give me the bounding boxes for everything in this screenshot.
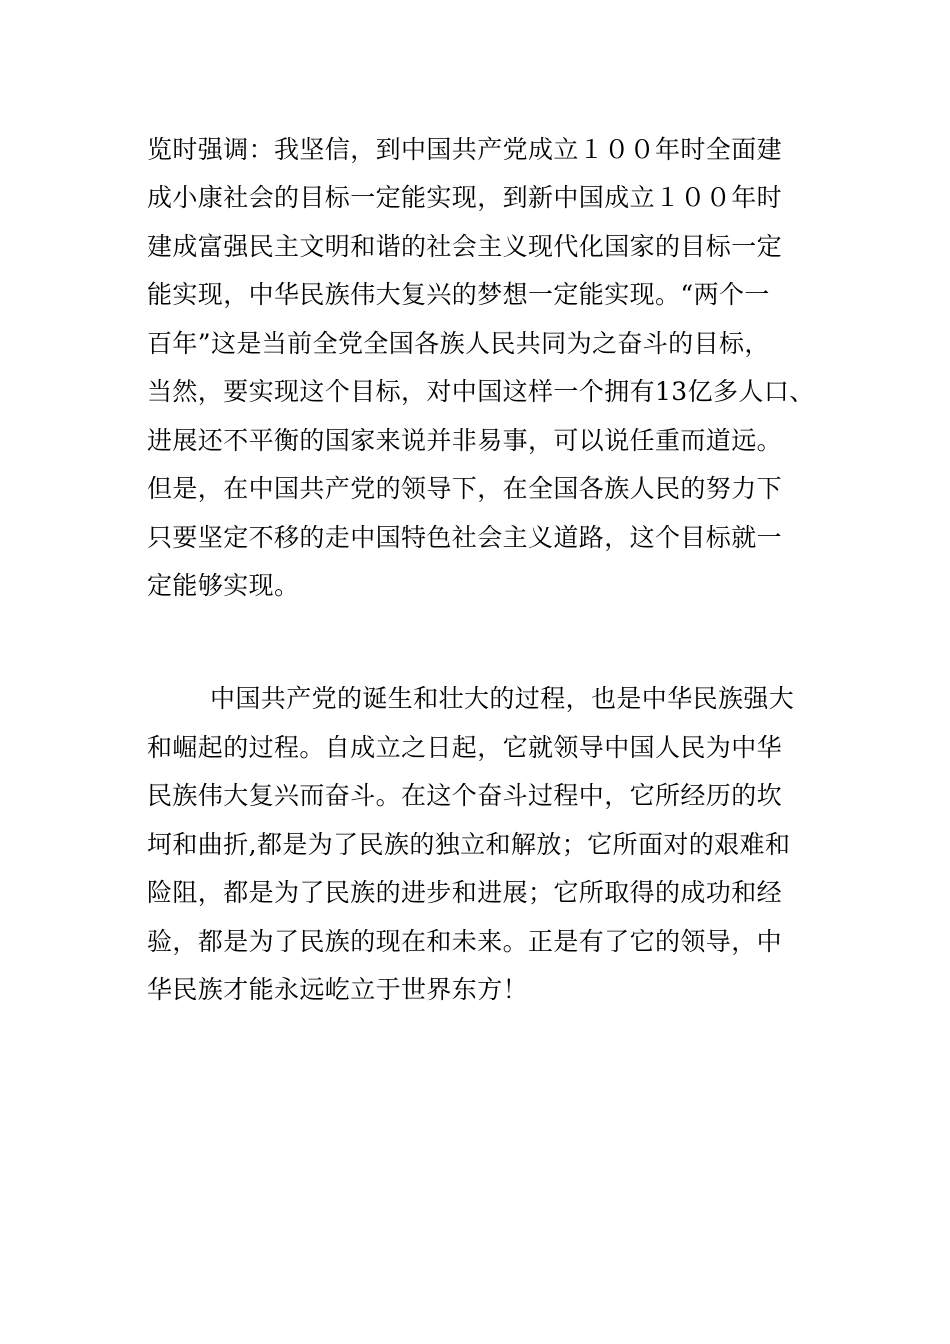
text-line: 和崛起的过程。自成立之日起，它就领导中国人民为中华 bbox=[147, 733, 783, 762]
text-line: 当然，要实现这个目标，对中国这样一个拥有13亿多人口、 bbox=[147, 377, 815, 406]
text-line: 百年”这是当前全党全国各族人民共同为之奋斗的目标， bbox=[147, 329, 770, 358]
text-line: 险阻，都是为了民族的进步和进展；它所取得的成功和经 bbox=[147, 878, 783, 907]
text-line: 能实现，中华民族伟大复兴的梦想一定能实现。“两个一 bbox=[147, 280, 770, 309]
text-line: 华民族才能永远屹立于世界东方！ bbox=[147, 975, 529, 1004]
text-line: 但是，在中国共产党的领导下，在全国各族人民的努力下 bbox=[147, 474, 783, 503]
text-line: 中国共产党的诞生和壮大的过程，也是中华民族强大 bbox=[210, 684, 795, 713]
text-line: 览时强调：我坚信，到中国共产党成立１００年时全面建 bbox=[147, 135, 783, 164]
text-line: 定能够实现。 bbox=[147, 571, 300, 600]
text-line: 成小康社会的目标一定能实现，到新中国成立１００年时 bbox=[147, 183, 783, 212]
text-line: 民族伟大复兴而奋斗。在这个奋斗过程中，它所经历的坎 bbox=[147, 781, 783, 810]
text-line: 进展还不平衡的国家来说并非易事，可以说任重而道远。 bbox=[147, 426, 783, 455]
text-line: 只要坚定不移的走中国特色社会主义道路，这个目标就一 bbox=[147, 523, 783, 552]
text-line: 建成富强民主文明和谐的社会主义现代化国家的目标一定 bbox=[147, 232, 783, 261]
text-line: 验，都是为了民族的现在和未来。正是有了它的领导，中 bbox=[147, 927, 783, 956]
text-line: 坷和曲折,都是为了民族的独立和解放；它所面对的艰难和 bbox=[147, 830, 791, 859]
